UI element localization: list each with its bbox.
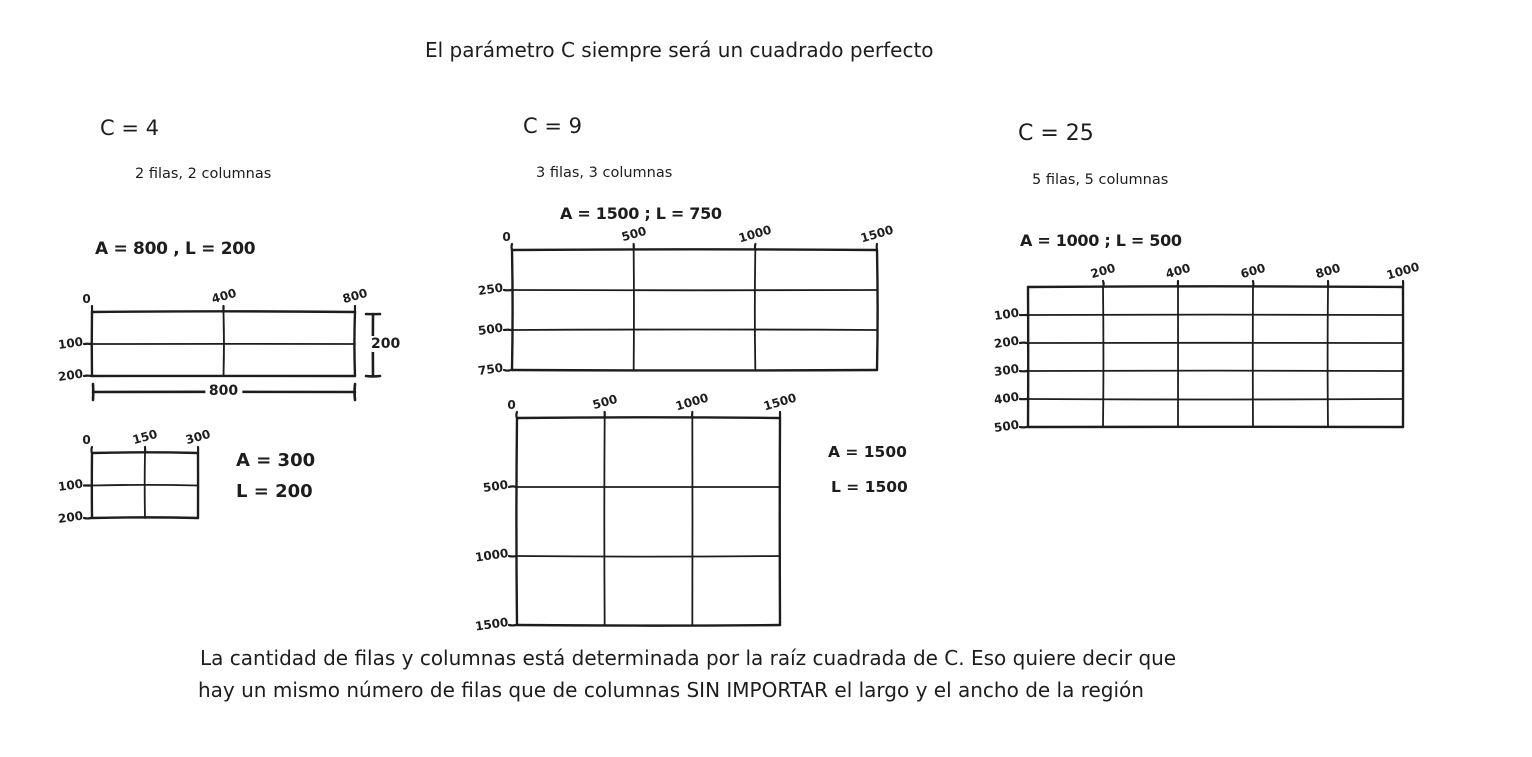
c25-grid-lines — [1028, 287, 1403, 427]
c9-grid-square-ytick-1000: 1000 — [473, 546, 509, 565]
c4-grid-main-lines — [92, 312, 355, 376]
c4-grid-main-height-dimension: 200 — [367, 336, 404, 352]
c25-grid — [993, 259, 1421, 435]
c4-grid-main-ytick-200: 200 — [57, 366, 84, 384]
c4-subheading: 2 filas, 2 columnas — [135, 166, 272, 182]
c4-grid2-length-label: L = 200 — [236, 481, 313, 502]
c25-grid-xtick-200: 200 — [1089, 260, 1117, 282]
c9-grid1-label: A = 1500 ; L = 750 — [560, 204, 722, 223]
c25-grid-ytick-100: 100 — [993, 305, 1020, 323]
c4-grid2-area-label: A = 300 — [236, 450, 316, 471]
c4-grid-small — [57, 426, 212, 526]
c9-grid2-length-label: L = 1500 — [831, 478, 908, 496]
c25-subheading: 5 filas, 5 columnas — [1032, 172, 1169, 188]
c9-subheading: 3 filas, 3 columnas — [536, 165, 673, 181]
c9-grid-square-xtick-1000: 1000 — [674, 390, 711, 414]
footer-line-2: hay un mismo número de filas que de columnas SIN IMPORTAR el largo y el ancho de la región — [198, 678, 1144, 702]
c9-grid-square-lines — [517, 418, 780, 625]
c4-grid-main-xtick-400: 400 — [209, 285, 238, 307]
c4-grid-main — [57, 285, 401, 400]
c4-heading: C = 4 — [100, 116, 159, 140]
c4-grid-small-ytick-200: 200 — [57, 508, 84, 526]
c9-grid-square-xtick-0: 0 — [507, 398, 516, 412]
c25-grid-label: A = 1000 ; L = 500 — [1020, 231, 1182, 250]
c4-grid1-label: A = 800 , L = 200 — [95, 239, 256, 259]
c9-grid-wide-ytick-750: 750 — [477, 360, 504, 378]
c9-grid-wide-xtick-1500: 1500 — [859, 222, 895, 246]
c4-grid-main-width-dimension: 800 — [205, 383, 242, 399]
c9-grid-square — [473, 390, 798, 634]
c4-grid-main-xtick-800: 800 — [341, 285, 369, 307]
c25-grid-ytick-200: 200 — [993, 333, 1020, 351]
footer-line-1: La cantidad de filas y columnas está determinada por la raíz cuadrada de C. Eso quiere decir que — [200, 646, 1177, 670]
c4-grid-small-lines — [92, 453, 198, 518]
c25-grid-xtick-400: 400 — [1164, 260, 1192, 282]
c25-grid-xtick-800: 800 — [1314, 260, 1342, 282]
c25-grid-xtick-1000: 1000 — [1385, 259, 1421, 283]
c4-grid-small-xtick-300: 300 — [184, 426, 212, 448]
c9-grid-wide-xtick-1000: 1000 — [737, 222, 774, 246]
page-title: El parámetro C siempre será un cuadrado perfecto — [425, 38, 934, 62]
c4-grid-small-ytick-100: 100 — [57, 476, 84, 494]
c9-grid-square-xtick-500: 500 — [590, 391, 619, 413]
c4-grid-small-xtick-0: 0 — [82, 433, 91, 447]
c4-grid-main-ytick-100: 100 — [57, 334, 84, 352]
c25-grid-xtick-600: 600 — [1239, 260, 1267, 282]
c9-heading: C = 9 — [523, 114, 582, 138]
c25-heading: C = 25 — [1018, 121, 1094, 146]
c9-grid-wide-xtick-500: 500 — [619, 223, 648, 245]
c25-grid-ytick-300: 300 — [993, 361, 1020, 379]
c9-grid-wide-ytick-250: 250 — [477, 280, 504, 298]
c25-grid-ytick-500: 500 — [993, 417, 1020, 435]
c9-grid-square-ytick-1500: 1500 — [473, 615, 509, 634]
c25-grid-ytick-400: 400 — [993, 389, 1020, 407]
c4-grid-main-xtick-0: 0 — [82, 292, 91, 306]
c9-grid-wide-lines — [512, 250, 877, 370]
c9-grid2-area-label: A = 1500 — [828, 443, 907, 461]
c4-grid-small-xtick-150: 150 — [131, 426, 159, 448]
c9-grid-square-ytick-500: 500 — [482, 477, 509, 495]
c9-grid-wide-xtick-0: 0 — [502, 230, 511, 244]
c9-grid-square-xtick-1500: 1500 — [762, 390, 798, 414]
c9-grid-wide-ytick-500: 500 — [477, 320, 504, 338]
c9-grid-wide — [477, 222, 895, 378]
